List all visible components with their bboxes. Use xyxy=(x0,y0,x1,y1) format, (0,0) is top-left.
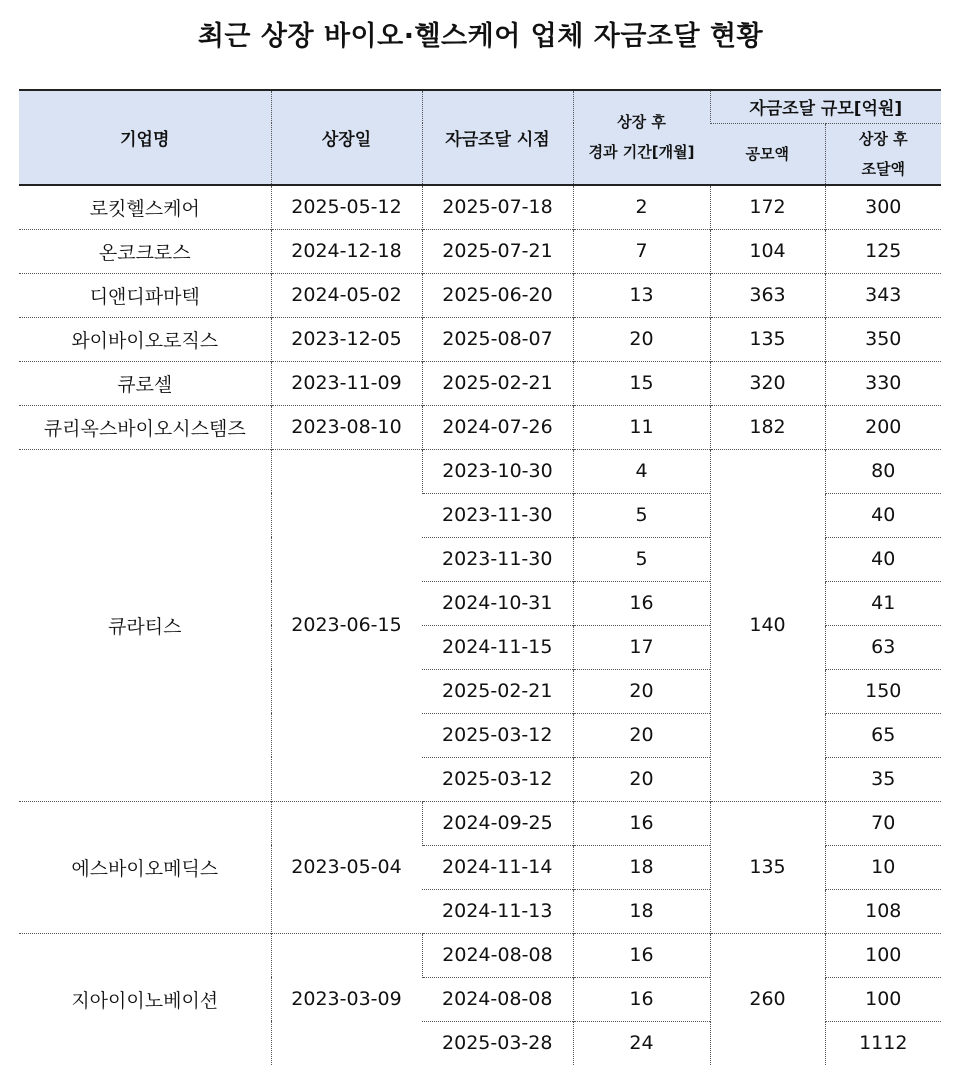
table-row xyxy=(19,361,941,405)
company-cell: 온코크로스 xyxy=(19,229,271,273)
funding-date-cell: 2025-07-21 xyxy=(422,229,573,273)
funding-date-cell: 2024-08-08 xyxy=(422,977,573,1021)
elapsed-months-cell: 5 xyxy=(573,493,710,537)
elapsed-months-cell: 20 xyxy=(573,669,710,713)
funding-date-cell: 2025-02-21 xyxy=(422,669,573,713)
funding-date-cell: 2025-02-21 xyxy=(422,361,573,405)
post-listing-amount-cell: 40 xyxy=(825,537,941,581)
funding-date-cell: 2024-09-25 xyxy=(422,801,573,845)
elapsed-months-cell: 15 xyxy=(573,361,710,405)
funding-date-cell: 2024-11-13 xyxy=(422,889,573,933)
ipo-amount-cell: 104 xyxy=(710,229,825,273)
ipo-amount-cell: 260 xyxy=(710,933,825,1065)
table-row xyxy=(19,449,941,493)
elapsed-months-cell: 20 xyxy=(573,757,710,801)
elapsed-months-cell: 20 xyxy=(573,317,710,361)
table-row xyxy=(19,185,941,230)
post-listing-amount-cell: 350 xyxy=(825,317,941,361)
company-cell: 지아이이노베이션 xyxy=(19,933,271,1065)
funding-table xyxy=(19,89,941,1065)
funding-date-cell: 2024-08-08 xyxy=(422,933,573,977)
post-listing-amount-cell: 125 xyxy=(825,229,941,273)
listing-date-cell: 2023-05-04 xyxy=(271,801,422,933)
funding-date-cell: 2025-03-12 xyxy=(422,757,573,801)
elapsed-months-cell: 24 xyxy=(573,1021,710,1065)
elapsed-months-cell: 16 xyxy=(573,977,710,1021)
table-body xyxy=(19,185,941,1065)
post-listing-amount-cell: 100 xyxy=(825,977,941,1021)
ipo-amount-cell: 135 xyxy=(710,317,825,361)
post-listing-amount-cell: 108 xyxy=(825,889,941,933)
company-cell: 큐로셀 xyxy=(19,361,271,405)
header-elapsed xyxy=(573,90,710,185)
elapsed-months-cell: 4 xyxy=(573,449,710,493)
funding-date-cell: 2023-10-30 xyxy=(422,449,573,493)
company-cell: 와이바이오로직스 xyxy=(19,317,271,361)
header-elapsed-line2: 경과 기간[개월] xyxy=(588,143,695,162)
company-cell: 큐리옥스바이오시스템즈 xyxy=(19,405,271,449)
post-listing-amount-cell: 343 xyxy=(825,273,941,317)
company-cell: 로킷헬스케어 xyxy=(19,185,271,230)
ipo-amount-cell: 172 xyxy=(710,185,825,230)
funding-date-cell: 2024-07-26 xyxy=(422,405,573,449)
elapsed-months-cell: 18 xyxy=(573,889,710,933)
table-row xyxy=(19,933,941,977)
funding-date-cell: 2025-08-07 xyxy=(422,317,573,361)
listing-date-cell: 2023-11-09 xyxy=(271,361,422,405)
header-ipo-amount: 공모액 xyxy=(710,123,825,185)
listing-date-cell: 2023-12-05 xyxy=(271,317,422,361)
elapsed-months-cell: 11 xyxy=(573,405,710,449)
post-listing-amount-cell: 100 xyxy=(825,933,941,977)
post-listing-amount-cell: 80 xyxy=(825,449,941,493)
table-row xyxy=(19,273,941,317)
post-listing-amount-cell: 330 xyxy=(825,361,941,405)
listing-date-cell: 2023-03-09 xyxy=(271,933,422,1065)
funding-date-cell: 2024-10-31 xyxy=(422,581,573,625)
elapsed-months-cell: 13 xyxy=(573,273,710,317)
ipo-amount-cell: 363 xyxy=(710,273,825,317)
header-elapsed-line1: 상장 후 xyxy=(617,113,666,132)
elapsed-months-cell: 5 xyxy=(573,537,710,581)
ipo-amount-cell: 140 xyxy=(710,449,825,801)
post-listing-amount-cell: 150 xyxy=(825,669,941,713)
table-row xyxy=(19,801,941,845)
post-listing-amount-cell: 65 xyxy=(825,713,941,757)
funding-date-cell: 2025-03-12 xyxy=(422,713,573,757)
post-listing-amount-cell: 35 xyxy=(825,757,941,801)
header-company: 기업명 xyxy=(19,90,271,185)
header-post-listing xyxy=(825,123,941,185)
elapsed-months-cell: 16 xyxy=(573,581,710,625)
funding-date-cell: 2025-03-28 xyxy=(422,1021,573,1065)
table-row xyxy=(19,317,941,361)
elapsed-months-cell: 17 xyxy=(573,625,710,669)
listing-date-cell: 2025-05-12 xyxy=(271,185,422,230)
header-post-listing-line2: 조달액 xyxy=(861,159,905,178)
post-listing-amount-cell: 200 xyxy=(825,405,941,449)
table-header xyxy=(19,90,941,185)
elapsed-months-cell: 18 xyxy=(573,845,710,889)
table-row xyxy=(19,405,941,449)
header-funding-scale: 자금조달 규모[억원] xyxy=(710,90,941,123)
ipo-amount-cell: 135 xyxy=(710,801,825,933)
listing-date-cell: 2023-06-15 xyxy=(271,449,422,801)
funding-date-cell: 2024-11-15 xyxy=(422,625,573,669)
funding-date-cell: 2025-07-18 xyxy=(422,185,573,230)
post-listing-amount-cell: 1112 xyxy=(825,1021,941,1065)
header-funding-date: 자금조달 시점 xyxy=(422,90,573,185)
funding-date-cell: 2024-11-14 xyxy=(422,845,573,889)
ipo-amount-cell: 182 xyxy=(710,405,825,449)
listing-date-cell: 2024-12-18 xyxy=(271,229,422,273)
elapsed-months-cell: 20 xyxy=(573,713,710,757)
post-listing-amount-cell: 41 xyxy=(825,581,941,625)
post-listing-amount-cell: 63 xyxy=(825,625,941,669)
funding-date-cell: 2025-06-20 xyxy=(422,273,573,317)
header-listing-date: 상장일 xyxy=(271,90,422,185)
post-listing-amount-cell: 10 xyxy=(825,845,941,889)
funding-date-cell: 2023-11-30 xyxy=(422,537,573,581)
elapsed-months-cell: 16 xyxy=(573,933,710,977)
company-cell: 큐라티스 xyxy=(19,449,271,801)
post-listing-amount-cell: 300 xyxy=(825,185,941,230)
listing-date-cell: 2024-05-02 xyxy=(271,273,422,317)
elapsed-months-cell: 7 xyxy=(573,229,710,273)
elapsed-months-cell: 16 xyxy=(573,801,710,845)
elapsed-months-cell: 2 xyxy=(573,185,710,230)
listing-date-cell: 2023-08-10 xyxy=(271,405,422,449)
post-listing-amount-cell: 40 xyxy=(825,493,941,537)
page-title: 최근 상장 바이오·헬스케어 업체 자금조달 현황 xyxy=(197,21,764,52)
company-cell: 디앤디파마텍 xyxy=(19,273,271,317)
header-post-listing-line1: 상장 후 xyxy=(858,129,908,148)
company-cell: 에스바이오메딕스 xyxy=(19,801,271,933)
ipo-amount-cell: 320 xyxy=(710,361,825,405)
table-row xyxy=(19,229,941,273)
post-listing-amount-cell: 70 xyxy=(825,801,941,845)
funding-date-cell: 2023-11-30 xyxy=(422,493,573,537)
